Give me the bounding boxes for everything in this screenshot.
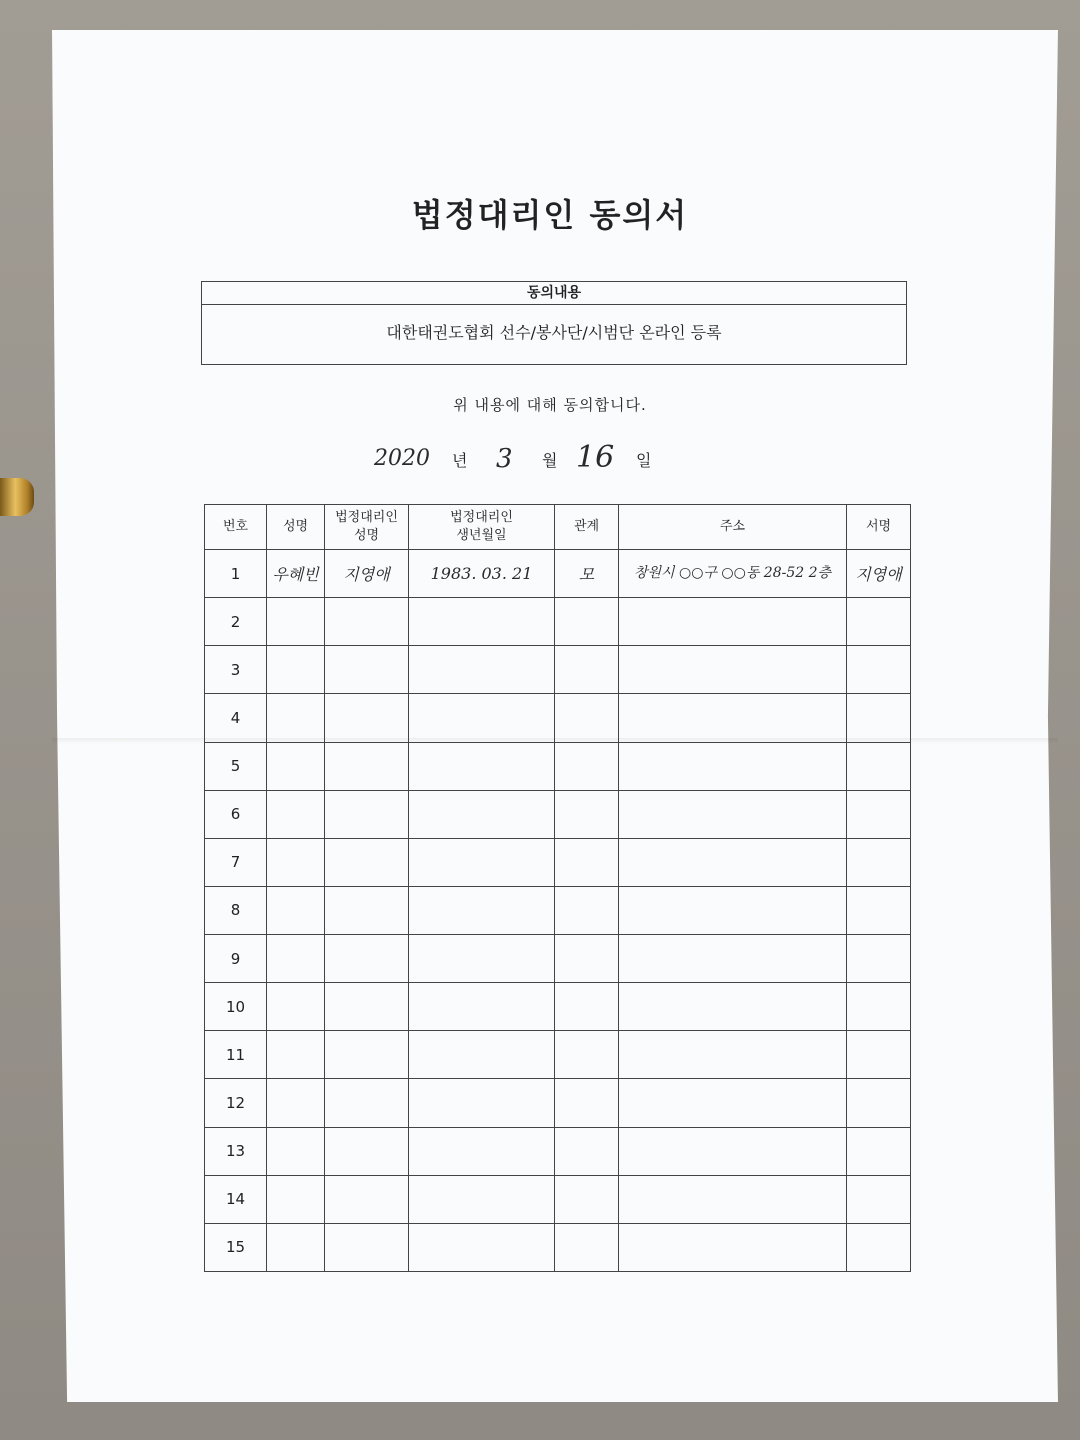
signature-cell [847, 694, 911, 742]
address-cell [619, 1031, 847, 1079]
date-line [370, 440, 710, 484]
guardian-birthdate-cell [409, 1079, 555, 1127]
agreement-statement: 위 내용에 대해 동의합니다. [453, 396, 647, 414]
signature-cell [847, 983, 911, 1031]
row-number: 7 [205, 838, 267, 886]
row-number: 14 [205, 1175, 267, 1223]
relation-cell [555, 790, 619, 838]
relation-cell: 모 [555, 550, 619, 598]
guardian-birthdate-cell [409, 1223, 555, 1271]
guardian-name-cell [325, 983, 409, 1031]
address-cell [619, 694, 847, 742]
relation-cell [555, 742, 619, 790]
address-cell [619, 838, 847, 886]
student-name-cell [267, 1031, 325, 1079]
address-cell [619, 1079, 847, 1127]
student-name-cell [267, 1079, 325, 1127]
registration-table [204, 504, 911, 1272]
column-header: 관계 [555, 505, 619, 550]
row-number: 2 [205, 598, 267, 646]
table-row [205, 598, 911, 646]
guardian-name-cell [325, 598, 409, 646]
date-month-label: 월 [542, 451, 558, 470]
signature-cell [847, 742, 911, 790]
guardian-name-cell [325, 838, 409, 886]
address-cell [619, 790, 847, 838]
guardian-birthdate-cell [409, 886, 555, 934]
document-title: 법정대리인 동의서 [411, 196, 689, 234]
signature-cell [847, 1175, 911, 1223]
address-cell [619, 598, 847, 646]
guardian-birthdate-cell [409, 1127, 555, 1175]
guardian-name-cell [325, 646, 409, 694]
address-cell [619, 1223, 847, 1271]
table-row [205, 886, 911, 934]
guardian-name-cell [325, 1079, 409, 1127]
guardian-birthdate-cell [409, 790, 555, 838]
student-name-cell [267, 742, 325, 790]
row-number: 1 [205, 550, 267, 598]
guardian-name-cell [325, 694, 409, 742]
guardian-birthdate-cell [409, 1031, 555, 1079]
relation-cell [555, 1175, 619, 1223]
row-number: 13 [205, 1127, 267, 1175]
student-name-cell [267, 983, 325, 1031]
address-cell [619, 1127, 847, 1175]
row-number: 4 [205, 694, 267, 742]
guardian-birthdate-cell [409, 742, 555, 790]
relation-cell [555, 598, 619, 646]
table-row [205, 1175, 911, 1223]
relation-cell [555, 983, 619, 1031]
column-header: 법정대리인 생년월일 [409, 505, 555, 550]
address-cell [619, 886, 847, 934]
signature-cell [847, 790, 911, 838]
guardian-birthdate-cell [409, 646, 555, 694]
date-month-handwritten: 3 [496, 444, 513, 474]
table-header-row [205, 505, 911, 550]
relation-cell [555, 1127, 619, 1175]
address-cell [619, 1175, 847, 1223]
table-body [205, 550, 911, 1272]
table-row [205, 694, 911, 742]
guardian-name-cell [325, 1031, 409, 1079]
address-cell [619, 983, 847, 1031]
guardian-birthdate-cell [409, 694, 555, 742]
consent-box [201, 281, 907, 365]
signature-cell [847, 886, 911, 934]
signature-cell [847, 838, 911, 886]
table-row [205, 935, 911, 983]
student-name-cell [267, 1223, 325, 1271]
signature-cell [847, 1079, 911, 1127]
guardian-name-cell [325, 1223, 409, 1271]
student-name-cell: 우혜빈 [267, 550, 325, 598]
column-header: 서명 [847, 505, 911, 550]
table-row [205, 790, 911, 838]
table-row [205, 1223, 911, 1271]
table-row [205, 742, 911, 790]
guardian-birthdate-cell [409, 935, 555, 983]
column-header: 주소 [619, 505, 847, 550]
consent-header: 동의내용 [202, 282, 906, 305]
table-row [205, 550, 911, 598]
date-day-handwritten: 16 [576, 440, 615, 475]
relation-cell [555, 1223, 619, 1271]
signature-cell [847, 1031, 911, 1079]
date-year-handwritten: 2020 [374, 446, 430, 471]
student-name-cell [267, 838, 325, 886]
guardian-name-cell [325, 935, 409, 983]
address-cell [619, 646, 847, 694]
row-number: 15 [205, 1223, 267, 1271]
table-row [205, 1031, 911, 1079]
column-header: 법정대리인 성명 [325, 505, 409, 550]
relation-cell [555, 646, 619, 694]
relation-cell [555, 838, 619, 886]
column-header: 성명 [267, 505, 325, 550]
guardian-birthdate-cell [409, 983, 555, 1031]
signature-cell [847, 646, 911, 694]
address-cell [619, 935, 847, 983]
signature-cell [847, 935, 911, 983]
guardian-name-cell [325, 1127, 409, 1175]
date-year-label: 년 [452, 451, 468, 470]
pen-tip [0, 478, 34, 516]
row-number: 3 [205, 646, 267, 694]
table-row [205, 1127, 911, 1175]
table-row [205, 646, 911, 694]
student-name-cell [267, 646, 325, 694]
table-row [205, 838, 911, 886]
table-row [205, 983, 911, 1031]
consent-text: 대한태권도협회 선수/봉사단/시범단 온라인 등록 [386, 323, 722, 342]
guardian-name-cell [325, 1175, 409, 1223]
signature-cell [847, 1223, 911, 1271]
address-cell [619, 742, 847, 790]
guardian-name-cell: 지영애 [325, 550, 409, 598]
table-row [205, 1079, 911, 1127]
guardian-birthdate-cell [409, 1175, 555, 1223]
signature-cell: 지영애 [847, 550, 911, 598]
row-number: 11 [205, 1031, 267, 1079]
address-cell: 창원시 ○○구 ○○동 28-52 2층 [619, 550, 847, 598]
student-name-cell [267, 935, 325, 983]
student-name-cell [267, 694, 325, 742]
guardian-birthdate-cell [409, 598, 555, 646]
student-name-cell [267, 598, 325, 646]
column-header: 번호 [205, 505, 267, 550]
guardian-name-cell [325, 886, 409, 934]
guardian-name-cell [325, 742, 409, 790]
row-number: 10 [205, 983, 267, 1031]
row-number: 5 [205, 742, 267, 790]
relation-cell [555, 886, 619, 934]
signature-cell [847, 1127, 911, 1175]
student-name-cell [267, 1127, 325, 1175]
row-number: 9 [205, 935, 267, 983]
row-number: 12 [205, 1079, 267, 1127]
signature-cell [847, 598, 911, 646]
relation-cell [555, 1079, 619, 1127]
student-name-cell [267, 1175, 325, 1223]
student-name-cell [267, 790, 325, 838]
relation-cell [555, 694, 619, 742]
guardian-name-cell [325, 790, 409, 838]
guardian-birthdate-cell [409, 838, 555, 886]
relation-cell [555, 935, 619, 983]
student-name-cell [267, 886, 325, 934]
relation-cell [555, 1031, 619, 1079]
guardian-birthdate-cell: 1983. 03. 21 [409, 550, 555, 598]
row-number: 8 [205, 886, 267, 934]
row-number: 6 [205, 790, 267, 838]
date-day-label: 일 [636, 451, 652, 470]
